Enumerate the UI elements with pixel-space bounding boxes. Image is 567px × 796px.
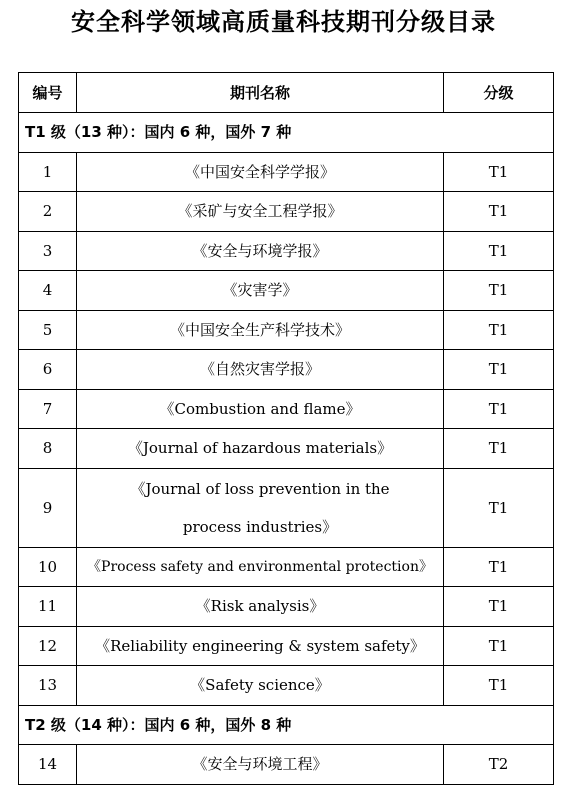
table-row [19,547,554,587]
row-journal-name: 《Combustion and flame》 [77,389,444,429]
table-row [19,192,554,232]
group-row-t1 [19,113,554,153]
row-journal-name: 《安全与环境工程》 [77,745,444,785]
table-row [19,468,554,547]
table-header-row [19,73,554,113]
row-number: 5 [19,310,77,350]
row-grade: T1 [444,192,554,232]
row-number: 14 [19,745,77,785]
header-number: 编号 [19,73,77,113]
row-grade: T1 [444,271,554,311]
row-number: 13 [19,666,77,706]
row-journal-name: 《灾害学》 [77,271,444,311]
row-number: 10 [19,547,77,587]
row-number: 12 [19,626,77,666]
row-number: 1 [19,152,77,192]
table-row [19,350,554,390]
table-row [19,389,554,429]
row-journal-name: 《Journal of hazardous materials》 [77,429,444,469]
group-label: T1 级（13 种）：国内 6 种，国外 7 种 [19,113,554,153]
header-grade: 分级 [444,73,554,113]
row-journal-name: 《中国安全生产科学技术》 [77,310,444,350]
group-row-t2 [19,705,554,745]
page-title: 安全科学领域高质量科技期刊分级目录 [71,8,496,36]
header-journal-name: 期刊名称 [77,73,444,113]
row-number: 11 [19,587,77,627]
row-grade: T1 [444,389,554,429]
row-number: 4 [19,271,77,311]
journal-table [18,72,554,785]
row-journal-name: 《Journal of loss prevention in the process industries》 [77,468,444,547]
row-number: 3 [19,231,77,271]
row-number: 6 [19,350,77,390]
row-journal-name: 《Process safety and environmental protection》 [77,547,444,587]
row-grade: T1 [444,626,554,666]
row-grade: T2 [444,745,554,785]
group-label: T2 级（14 种）：国内 6 种，国外 8 种 [19,705,554,745]
row-journal-name: 《自然灾害学报》 [77,350,444,390]
table-row [19,666,554,706]
row-journal-name: 《Risk analysis》 [77,587,444,627]
table-row [19,152,554,192]
table-row [19,271,554,311]
row-number: 9 [19,468,77,547]
row-grade: T1 [444,666,554,706]
row-number: 7 [19,389,77,429]
table-row [19,745,554,785]
table-row [19,429,554,469]
table-row [19,231,554,271]
row-number: 8 [19,429,77,469]
row-grade: T1 [444,310,554,350]
row-grade: T1 [444,350,554,390]
row-grade: T1 [444,152,554,192]
row-journal-name: 《中国安全科学学报》 [77,152,444,192]
row-journal-name: 《采矿与安全工程学报》 [77,192,444,232]
row-grade: T1 [444,429,554,469]
row-journal-name: 《Reliability engineering & system safety》 [77,626,444,666]
row-grade: T1 [444,547,554,587]
table-row [19,626,554,666]
row-journal-name: 《Safety science》 [77,666,444,706]
row-grade: T1 [444,587,554,627]
row-journal-name: 《安全与环境学报》 [77,231,444,271]
row-grade: T1 [444,468,554,547]
table-row [19,310,554,350]
row-number: 2 [19,192,77,232]
table-row [19,587,554,627]
row-grade: T1 [444,231,554,271]
